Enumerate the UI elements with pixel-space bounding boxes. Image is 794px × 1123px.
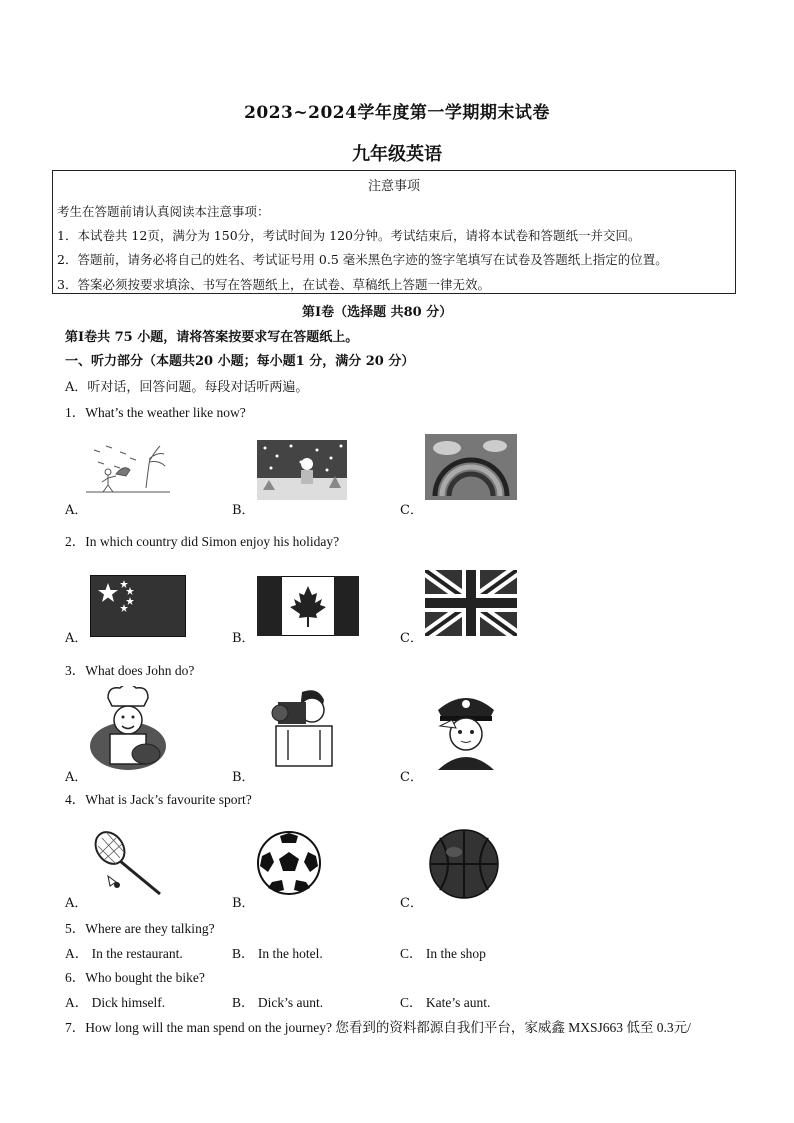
windy-scene-picture — [86, 438, 170, 500]
q5-option-b: B． In the hotel. — [232, 946, 323, 961]
question-7: 7．How long will the man spend on the journey? 您看到的资料都源自我们平台，家威鑫 MXSJ663 低至 0.3元/ — [65, 1020, 691, 1035]
china-flag — [90, 575, 186, 637]
q2-option-b: B． — [232, 631, 255, 646]
q3-option-b: B． — [232, 770, 255, 785]
notice-heading: 注意事项 — [367, 179, 420, 194]
snowy-scene-picture — [257, 440, 347, 500]
q1-option-a: A． — [65, 503, 88, 518]
q1-option-c: C． — [400, 503, 423, 518]
q1-option-b: B． — [232, 503, 255, 518]
cook-picture — [88, 686, 168, 774]
question-1: 1．What’s the weather like now? — [65, 405, 246, 420]
notice-item-3: 3．答案必须按要求填涂、书写在答题纸上，在试卷、草稿纸上答题一律无效。 — [57, 277, 490, 292]
q4-option-a: A． — [65, 896, 88, 911]
uk-flag — [425, 570, 517, 636]
question-5: 5．Where are they talking? — [65, 921, 215, 936]
policeman-picture — [430, 690, 502, 770]
q4-option-c: C． — [400, 896, 423, 911]
question-4: 4．What is Jack’s favourite sport? — [65, 792, 252, 807]
question-2: 2．In which country did Simon enjoy his holiday? — [65, 534, 340, 549]
q4-option-b: B． — [232, 896, 255, 911]
cameraman-picture — [258, 686, 350, 774]
question-6: 6．Who bought the bike? — [65, 970, 205, 985]
q2-option-c: C． — [400, 631, 423, 646]
q5-option-a: A． In the restaurant. — [65, 946, 183, 961]
part-instruction: 第Ⅰ卷共 75 小题，请将答案按要求写在答题纸上。 — [65, 330, 359, 345]
q6-option-b: B． Dick’s aunt. — [232, 995, 324, 1010]
notice-item-1: 1．本试卷共 12页，满分为 150分，考试时间为 120分钟。考试结束后，请将本试卷和答题纸一并交回。 — [57, 228, 641, 243]
notice-box — [52, 170, 736, 294]
notice-item-2: 2．答题前，请务必将自己的姓名、考试证号用 0.5 毫米黑色字迹的签字笔填写在试卷及答题纸上指定的位置。 — [57, 252, 668, 267]
badminton-picture — [92, 828, 168, 900]
q6-option-a: A． Dick himself. — [65, 995, 166, 1010]
part-heading: 第Ⅰ卷（选择题 共80 分） — [302, 305, 453, 320]
question-3: 3．What does John do? — [65, 663, 195, 678]
exam-title: 2023~2024学年度第一学期期末试卷 — [244, 103, 550, 123]
section-heading: 一、听力部分（本题共20 小题；每小题1 分，满分 20 分） — [65, 354, 415, 369]
notice-intro: 考生在答题前请认真阅读本注意事项： — [57, 204, 270, 219]
q6-option-c: C． Kate’s aunt. — [400, 995, 491, 1010]
q2-option-a: A． — [65, 631, 88, 646]
rainbow-picture — [425, 434, 517, 500]
q3-option-c: C． — [400, 770, 423, 785]
basketball-picture — [428, 828, 500, 900]
canada-flag — [257, 576, 359, 636]
exam-subtitle: 九年级英语 — [352, 144, 442, 165]
football-picture — [256, 830, 322, 896]
q3-option-a: A． — [65, 770, 88, 785]
subsection-heading: A．听对话，回答问题。每段对话听两遍。 — [65, 380, 309, 395]
q5-option-c: C． In the shop — [400, 946, 486, 961]
